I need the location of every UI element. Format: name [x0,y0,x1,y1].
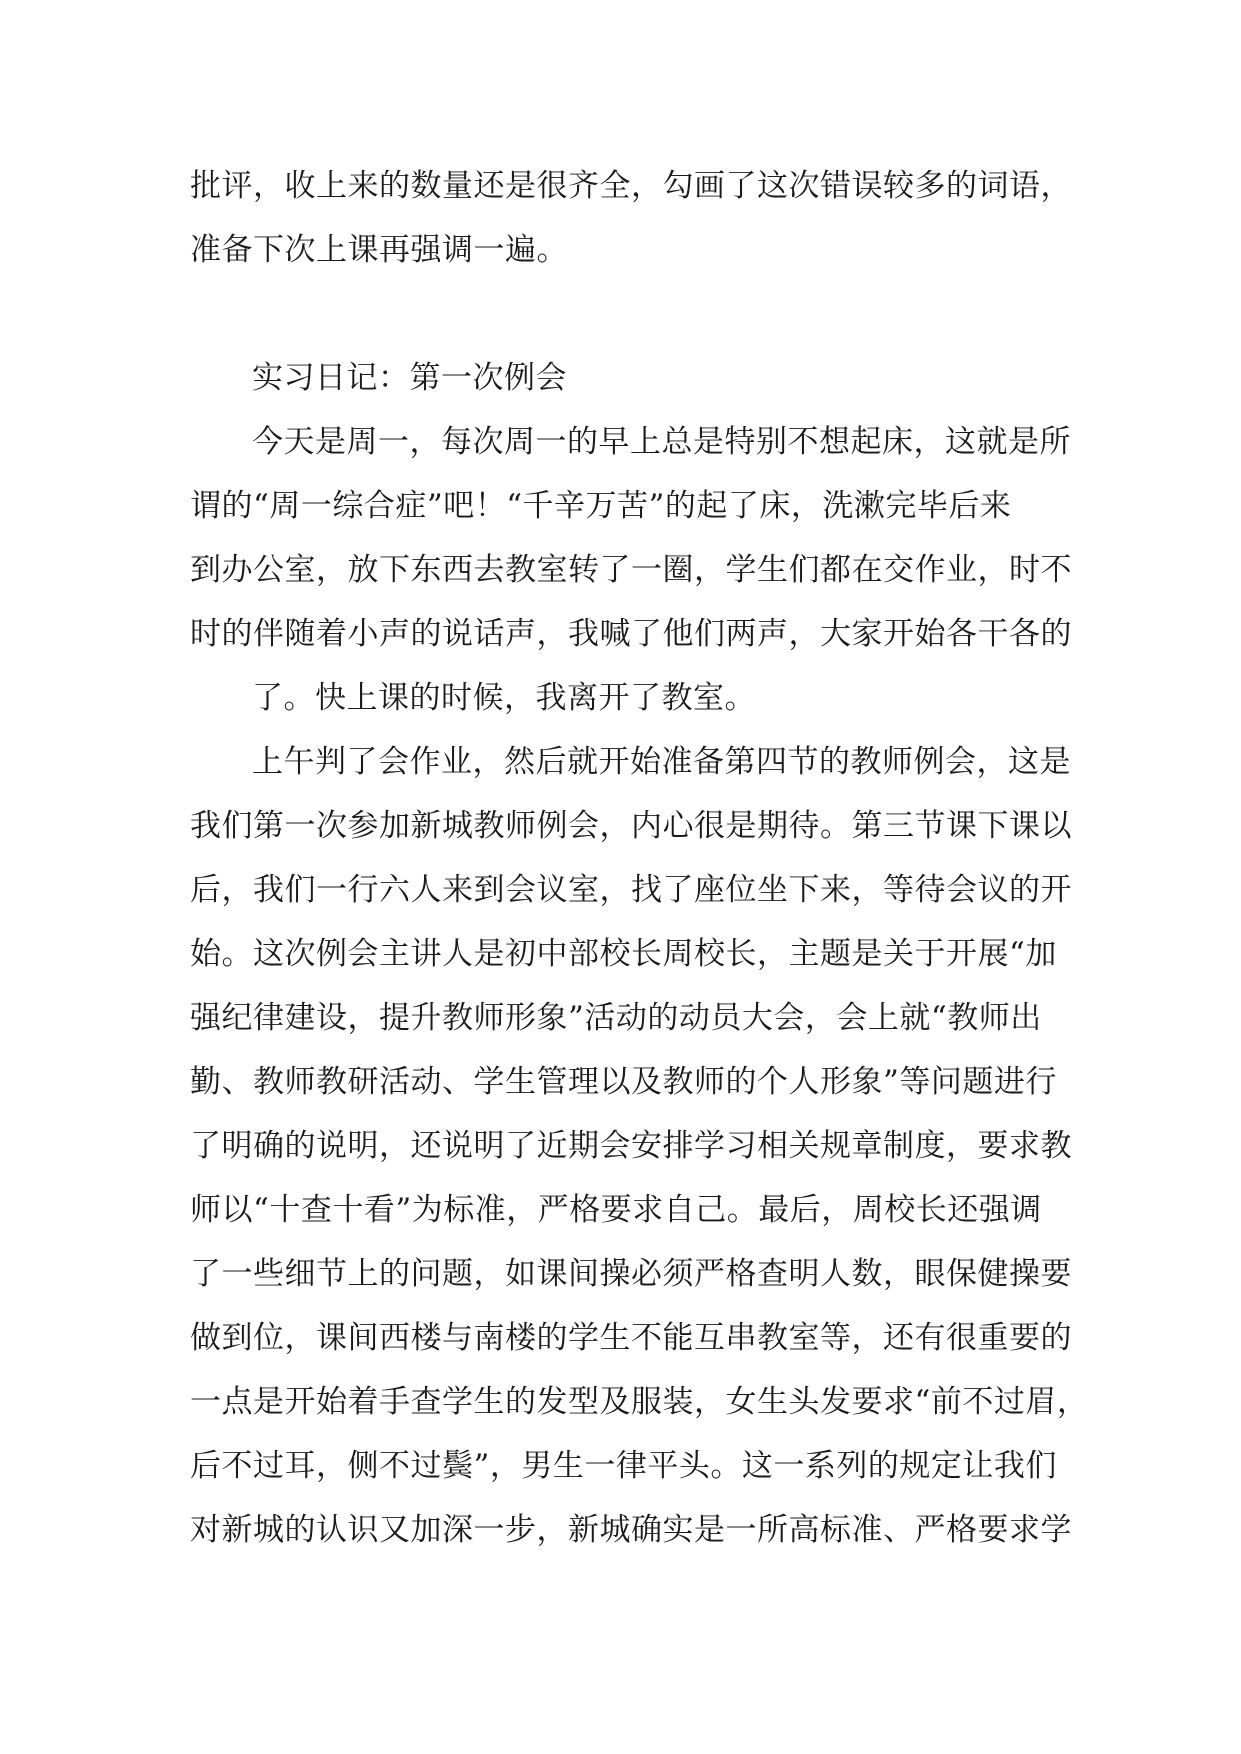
text-line [0,602,1241,666]
line-text: 了明确的说明，还说明了近期会安排学习相关规章制度，要求教 [190,1128,1072,1164]
text-line [0,410,1241,474]
line-text: 批评，收上来的数量还是很齐全，勾画了这次错误较多的词语， [190,168,1072,204]
line-text: 一点是开始着手查学生的发型及服装，女生头发要求“前不过眉， [190,1384,1089,1420]
heading-text: 实习日记：第一次例会 [252,360,567,396]
section-heading [0,346,1241,410]
text-line [0,666,1241,730]
text-line [0,1050,1241,1114]
text-line [0,1306,1241,1370]
line-text: 做到位，课间西楼与南楼的学生不能互串教室等，还有很重要的 [190,1320,1072,1356]
line-text: 准备下次上课再强调一遍。 [190,232,568,268]
text-line [0,1178,1241,1242]
line-text: 谓的“周一综合症”吧！“千辛万苦”的起了床，洗漱完毕后来 [190,488,1012,524]
text-line [0,858,1241,922]
line-text: 师以“十查十看”为标准，严格要求自己。最后，周校长还强调 [190,1192,1042,1228]
text-line [0,474,1241,538]
text-line [0,1498,1241,1562]
line-text: 对新城的认识又加深一步，新城确实是一所高标准、严格要求学 [190,1512,1072,1548]
text-line [0,794,1241,858]
text-line [0,218,1241,282]
line-text: 上午判了会作业，然后就开始准备第四节的教师例会，这是 [252,744,1071,780]
line-text: 了一些细节上的问题，如课间操必须严格查明人数，眼保健操要 [190,1256,1072,1292]
line-text: 我们第一次参加新城教师例会，内心很是期待。第三节课下课以 [190,808,1072,844]
text-line [0,986,1241,1050]
line-text: 到办公室，放下东西去教室转了一圈，学生们都在交作业，时不 [190,552,1072,588]
line-text: 时的伴随着小声的说话声，我喊了他们两声，大家开始各干各的 [190,616,1072,652]
text-line [0,922,1241,986]
text-line [0,538,1241,602]
line-text: 今天是周一，每次周一的早上总是特别不想起床，这就是所 [252,424,1071,460]
text-line [0,154,1241,218]
text-line [0,1114,1241,1178]
text-line [0,1242,1241,1306]
text-line [0,1434,1241,1498]
line-text: 了。快上课的时候，我离开了教室。 [252,680,756,716]
line-text: 后，我们一行六人来到会议室，找了座位坐下来，等待会议的开 [190,872,1072,908]
line-text: 强纪律建设，提升教师形象”活动的动员大会，会上就“教师出 [190,1000,1042,1036]
line-text: 始。这次例会主讲人是初中部校长周校长，主题是关于开展“加 [190,936,1057,972]
text-line [0,730,1241,794]
line-text: 后不过耳，侧不过鬓”，男生一律平头。这一系列的规定让我们 [190,1448,1057,1484]
text-line [0,1370,1241,1434]
line-text: 勤、教师教研活动、学生管理以及教师的个人形象”等问题进行 [190,1064,1057,1100]
